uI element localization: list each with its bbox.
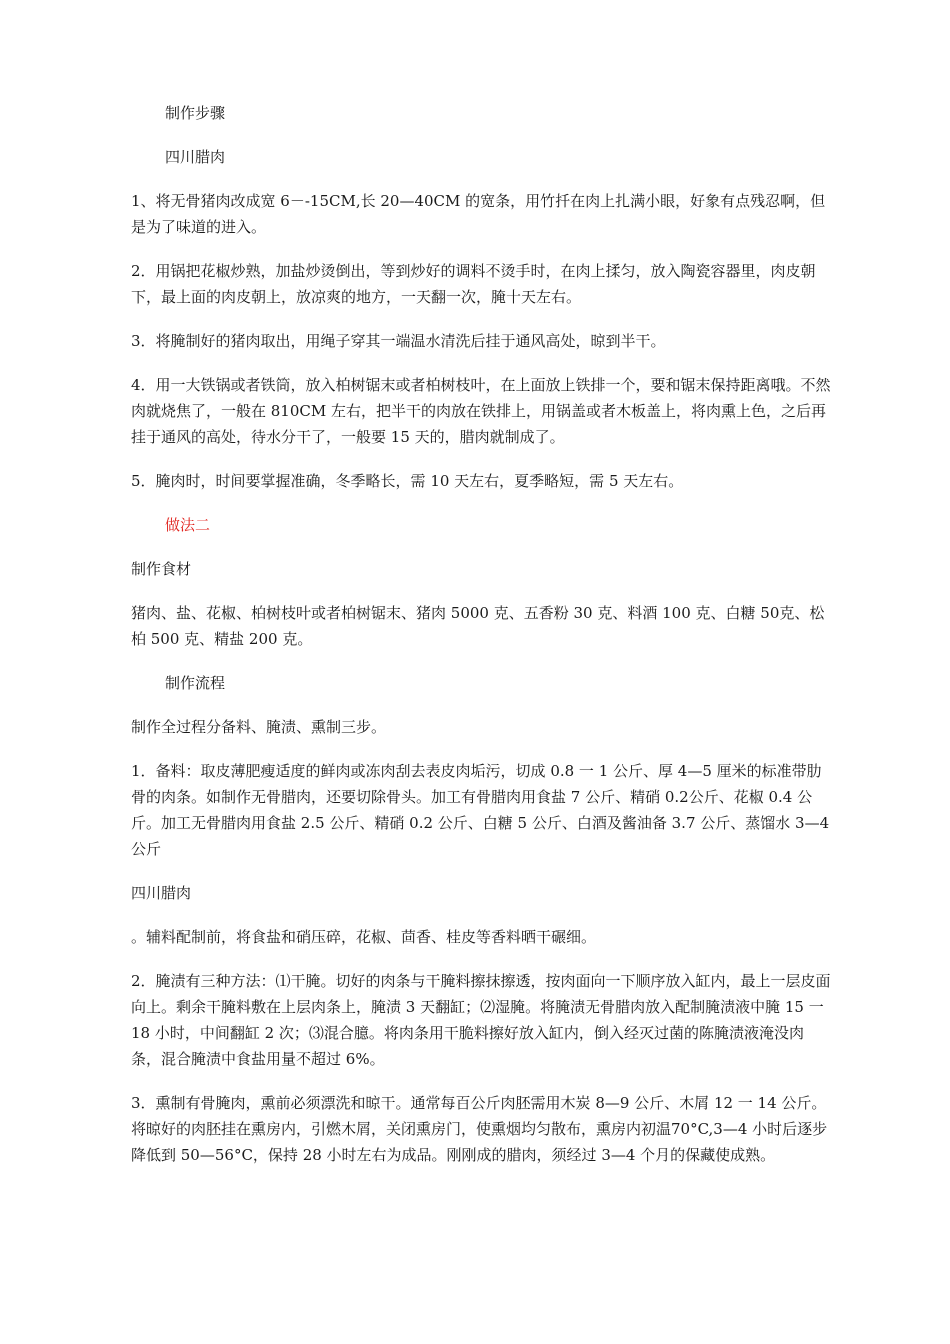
document-page — [131, 100, 831, 1186]
heading-sichuan: 四川腊肉 — [165, 148, 226, 166]
method2-title: 做法二 — [165, 516, 211, 534]
sichuan-heading-2: 四川腊肉 — [131, 884, 192, 902]
process-step-3: 3．熏制有骨腌肉，熏前必须漂洗和晾干。通常每百公斤肉胚需用木炭 8—9 公斤、木屑 12 一 14 公斤。将晾好的肉胚挂在熏房内，引燃木屑，关闭熏房门，使熏烟均匀散布，熏房内初温70°C,3—4 小时后逐步降低到 50—56°C，保持 28 小时左右为成品。刚刚成的腊肉，须经过 3—4 个月的保藏使成熟。 — [131, 1094, 828, 1164]
method1-step-5: 5．腌肉时，时间要掌握准确，冬季略长，需 10 天左右，夏季略短，需 5 天左右。 — [131, 472, 684, 490]
ingredients-heading: 制作食材 — [131, 560, 192, 578]
process-step-2: 2．腌渍有三种方法：⑴干腌。切好的肉条与干腌料擦抹擦透，按肉面向一下顺序放入缸内，最上一层皮面向上。剩余干腌料敷在上层肉条上，腌渍 3 天翻缸；⑵湿腌。将腌渍无骨腊肉放入配制腌渍液中腌 15 一 18 小时，中间翻缸 2 次；⑶混合臆。将肉条用干脆料擦好放入缸内，倒入经灭过菌的陈腌渍液淹没肉条，混合腌渍中食盐用量不超过 6%。 — [131, 972, 831, 1068]
method1-step-3: 3．将腌制好的猪肉取出，用绳子穿其一端温水清洗后挂于通风高处，晾到半干。 — [131, 332, 666, 350]
aux-note: 。辅料配制前，将食盐和硝压碎，花椒、茴香、桂皮等香料晒干碾细。 — [131, 928, 597, 946]
process-step-1: 1．备料：取皮薄肥瘦适度的鲜肉或冻肉刮去表皮肉垢污，切成 0.8 一 1 公斤、厚 4—5 厘米的标准带肋骨的肉条。如制作无骨腊肉，还要切除骨头。加工有骨腊肉用食盐 7 公斤、精硝 0.2公斤、花椒 0.4 公斤。加工无骨腊肉用食盐 2.5 公斤、精硝 0.2 公斤、白糖 5 公斤、白酒及酱油备 3.7 公斤、蒸馏水 3—4 公斤 — [131, 762, 830, 858]
process-intro: 制作全过程分备料、腌渍、熏制三步。 — [131, 718, 387, 736]
ingredients-list: 猪肉、盐、花椒、柏树枝叶或者柏树锯末、猪肉 5000 克、五香粉 30 克、料酒 100 克、白糖 50克、松柏 500 克、精盐 200 克。 — [131, 604, 825, 648]
heading-steps: 制作步骤 — [165, 104, 226, 122]
method1-step-2: 2．用锅把花椒炒熟，加盐炒烫倒出，等到炒好的调料不烫手时，在肉上揉匀，放入陶瓷容器里，肉皮朝下，最上面的肉皮朝上，放凉爽的地方，一天翻一次，腌十天左右。 — [131, 262, 816, 306]
process-heading: 制作流程 — [165, 674, 226, 692]
method1-step-4: 4．用一大铁锅或者铁筒，放入柏树锯末或者柏树枝叶，在上面放上铁排一个，要和锯末保持距离哦。不然肉就烧焦了，一般在 810CM 左右，把半干的肉放在铁排上，用锅盖或者木板盖上，将肉熏上色，之后再挂于通风的高处，待水分干了，一般要 15 天的，腊肉就制成了。 — [131, 376, 831, 446]
method1-step-1: 1、将无骨猪肉改成宽 6－-15CM,长 20—40CM 的宽条，用竹扦在肉上扎满小眼，好象有点残忍啊，但是为了味道的进入。 — [131, 192, 826, 236]
